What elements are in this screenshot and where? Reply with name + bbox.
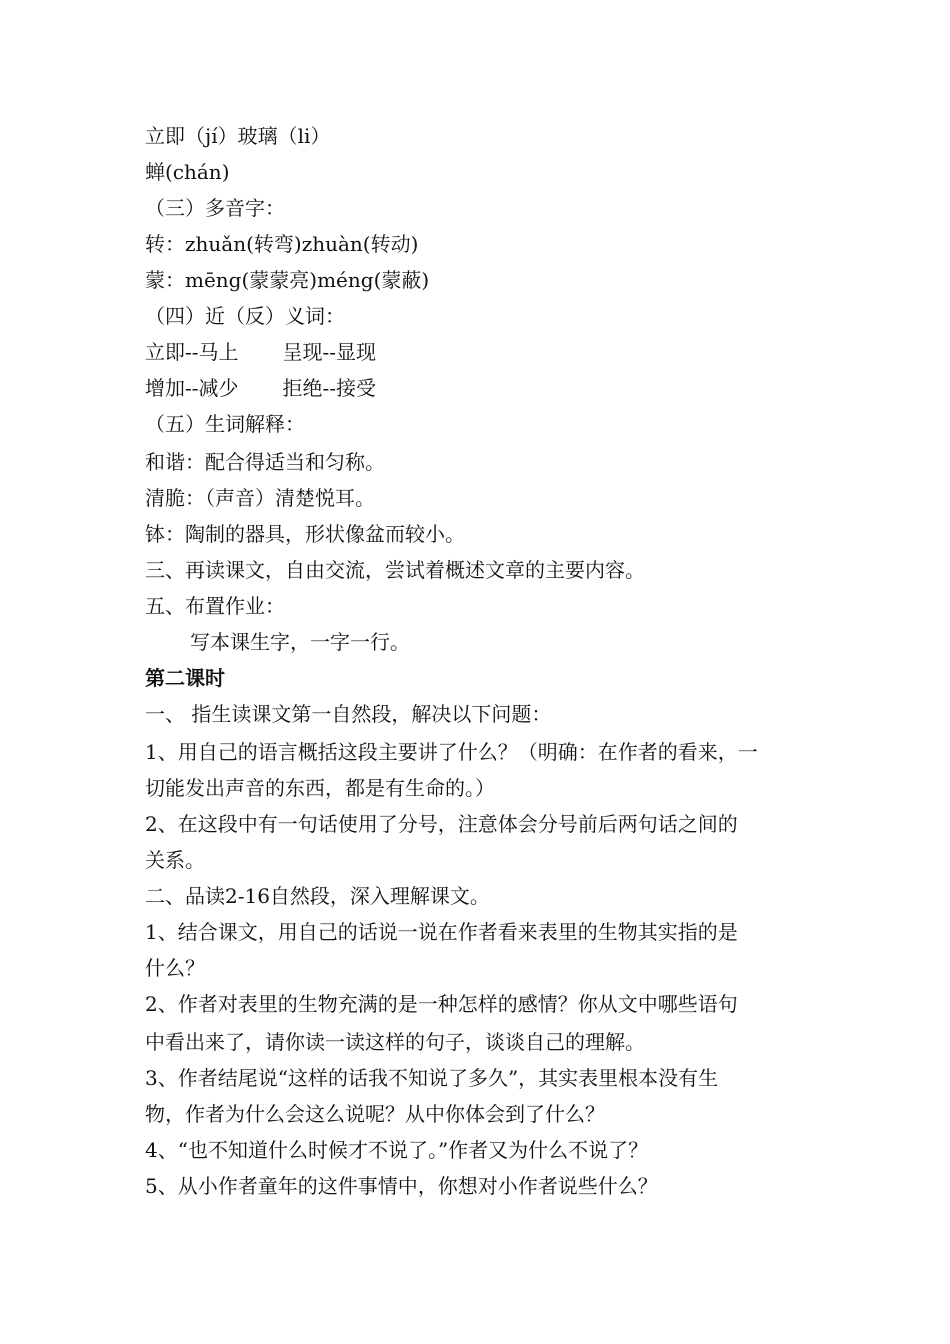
word-pair: 立即--马上 xyxy=(145,340,239,364)
text-line: 三、再读课文，自由交流，尝试着概述文章的主要内容。 xyxy=(145,558,645,582)
text-line: 3、作者结尾说“这样的话我不知说了多久”，其实表里根本没有生 xyxy=(145,1066,719,1090)
section-heading: （四）近（反）义词： xyxy=(145,304,345,328)
text-line: 4、“也不知道什么时候才不说了。”作者又为什么不说了？ xyxy=(145,1138,649,1162)
text-line: 切能发出声音的东西，都是有生命的。） xyxy=(145,776,495,800)
text-line: 蒙：mēng(蒙蒙亮)méng(蒙蔽) xyxy=(145,268,430,292)
text-line: 中看出来了，请你读一读这样的句子，谈谈自己的理解。 xyxy=(145,1030,645,1054)
text-line: 立即（jí）玻璃（li） xyxy=(145,124,331,148)
text-line: 二、品读2-16自然段，深入理解课文。 xyxy=(145,884,490,908)
text-line: 物，作者为什么会这么说呢？从中你体会到了什么？ xyxy=(145,1102,605,1126)
text-line: 和谐：配合得适当和匀称。 xyxy=(145,450,385,474)
text-line: 2、在这段中有一句话使用了分号，注意体会分号前后两句话之间的 xyxy=(145,812,738,836)
text-line: 转：zhuǎn(转弯)zhuàn(转动) xyxy=(145,232,419,256)
word-pair-line xyxy=(145,374,825,402)
text-line: 什么？ xyxy=(145,956,205,980)
text-line: 关系。 xyxy=(145,848,205,872)
text-line: 钵：陶制的器具，形状像盆而较小。 xyxy=(145,522,465,546)
word-pair: 呈现--显现 xyxy=(282,340,377,364)
text-line: 清脆：（声音）清楚悦耳。 xyxy=(145,486,375,510)
text-line: 五、布置作业： xyxy=(145,594,285,618)
section-heading: （三）多音字： xyxy=(145,196,285,220)
text-line: 1、结合课文，用自己的话说一说在作者看来表里的生物其实指的是 xyxy=(145,920,738,944)
text-line: 5、从小作者童年的这件事情中，你想对小作者说些什么？ xyxy=(145,1174,658,1198)
lesson-title: 第二课时 xyxy=(145,666,225,690)
text-line: 蝉(chán) xyxy=(145,160,230,184)
text-line: 1、用自己的语言概括这段主要讲了什么？（明确：在作者的看来，一 xyxy=(145,740,758,764)
text-line: 一、 指生读课文第一自然段，解决以下问题： xyxy=(145,702,552,726)
section-heading: （五）生词解释： xyxy=(145,412,305,436)
text-line: 2、作者对表里的生物充满的是一种怎样的感情？你从文中哪些语句 xyxy=(145,992,738,1016)
text-line: 写本课生字，一字一行。 xyxy=(190,630,410,654)
word-pair: 增加--减少 xyxy=(145,376,239,400)
word-pair: 拒绝--接受 xyxy=(282,376,377,400)
word-pair-line xyxy=(145,338,825,366)
